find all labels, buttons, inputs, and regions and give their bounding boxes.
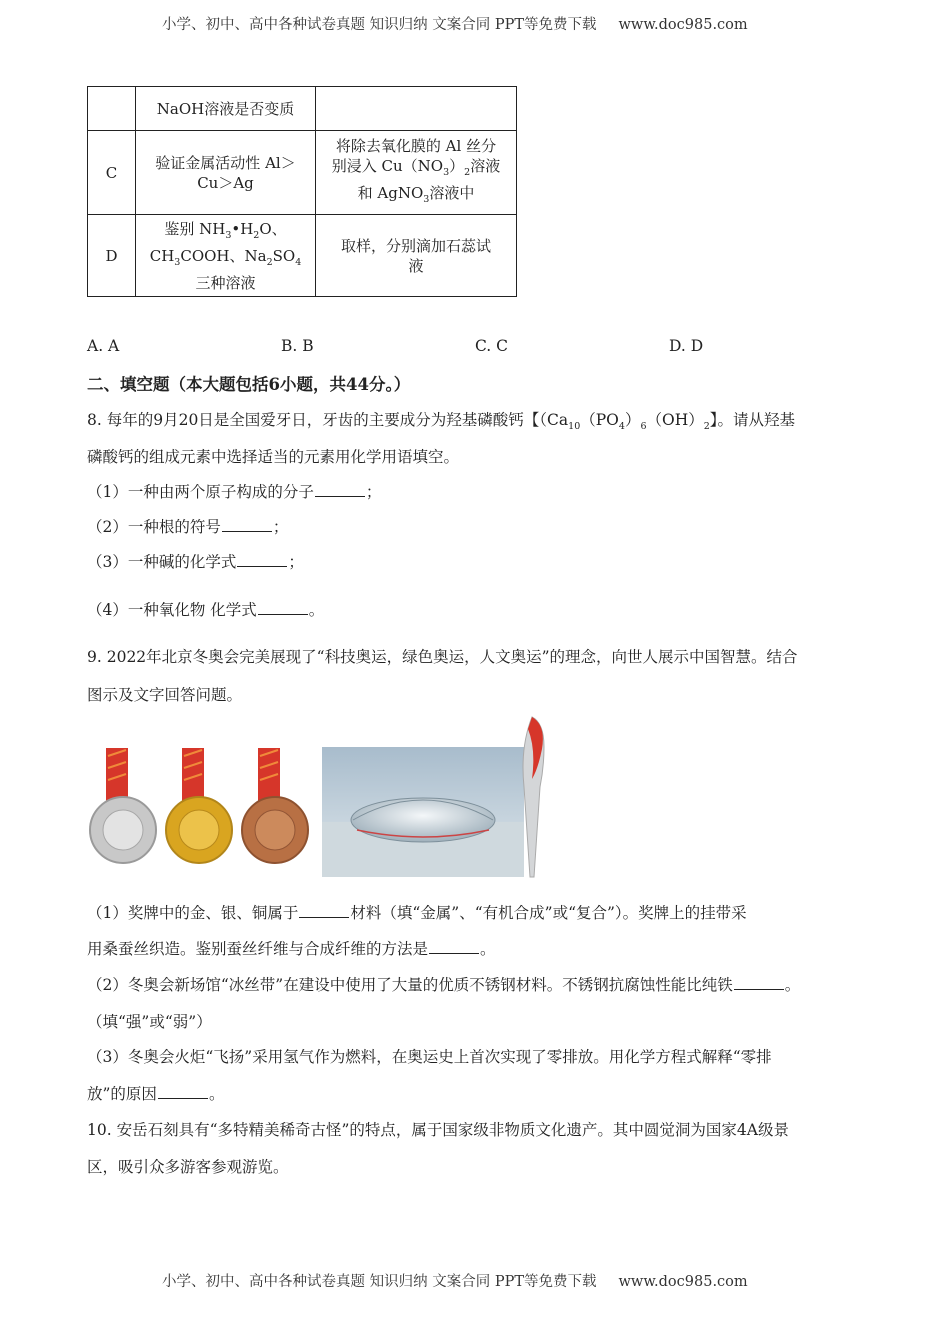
answer-blank[interactable]	[158, 1084, 208, 1099]
q9-line-2: 图示及文字回答问题。	[87, 686, 243, 704]
olympics-images	[87, 712, 557, 880]
header-url: www.doc985.com	[618, 17, 748, 33]
q9-line-1: 9. 2022年北京冬奥会完美展现了“科技奥运，绿色奥运，人文奥运”的理念，向世人展示中国智慧。结合	[87, 648, 798, 666]
gold-medal-icon	[166, 748, 232, 863]
q8-sub-4: （4）一种氧化物 化学式 。	[87, 601, 325, 619]
table-cell	[316, 131, 517, 215]
answer-blank[interactable]	[429, 939, 479, 954]
torch-icon	[523, 717, 544, 877]
answer-blank[interactable]	[315, 482, 365, 497]
q9-sub-3: （3）冬奥会火炬“飞扬”采用氢气作为燃料，在奥运史上首次实现了零排放。用化学方程式解释“零排	[87, 1048, 772, 1066]
q8-sub-3: （3）一种碱的化学式 ；	[87, 553, 304, 571]
silver-medal-icon	[90, 748, 156, 863]
q9-sub-3-cont: 放”的原因 。	[87, 1085, 225, 1103]
q10-line-2: 区，吸引众多游客参观游览。	[87, 1158, 289, 1176]
cell-line: 液	[408, 256, 424, 275]
cell-line: 三种溶液	[195, 273, 256, 292]
table-cell: C	[88, 131, 136, 215]
section-title: 二、填空题（本大题包括6小题，共44分。）	[87, 375, 411, 394]
cell-line: 取样，分别滴加石蕊试	[340, 236, 491, 255]
cell-line: 将除去氧化膜的 Al 丝分	[335, 136, 497, 155]
cell-line: 和 AgNO$_3$溶液中	[357, 183, 475, 205]
answer-blank[interactable]	[237, 552, 287, 567]
answer-blank[interactable]	[222, 517, 272, 532]
cell-line: Cu＞Ag	[197, 173, 254, 192]
table-cell	[316, 87, 517, 131]
q10-line-1: 10. 安岳石刻具有“多特精美稀奇古怪”的特点，属于国家级非物质文化遗产。其中圆觉洞为国家4A级景	[87, 1121, 789, 1139]
option-a: A. A	[87, 337, 120, 355]
footer-url: www.doc985.com	[618, 1274, 748, 1290]
q9-sub-2: （2）冬奥会新场馆“冰丝带”在建设中使用了大量的优质不锈钢材料。不锈钢抗腐蚀性能比纯铁 。	[87, 976, 801, 994]
cell-line: 别浸入 $Cu(NO_3)_2$溶液	[331, 156, 501, 178]
cell-line: 鉴别 $NH_3•H_2O$、	[164, 219, 287, 241]
table-row	[88, 131, 517, 215]
table-cell	[136, 215, 316, 297]
q8-line-1: 8. 每年的9月20日是全国爱牙日，牙齿的主要成分为羟基磷酸钙【（$Ca_{10}(PO_4)_6(OH)_2$】。请从羟基	[87, 411, 796, 433]
q9-sub-1: （1）奖牌中的金、银、铜属于 材料（填“金属”、“有机合成”或“复合”）。奖牌上的挂带采	[87, 904, 747, 922]
option-d: D. D	[669, 337, 704, 355]
table-cell	[316, 215, 517, 297]
q8-sub-1: （1）一种由两个原子构成的分子 ；	[87, 483, 382, 501]
experiment-table	[87, 86, 517, 297]
table-row	[88, 87, 517, 131]
page-footer	[162, 1270, 748, 1291]
bronze-medal-icon	[242, 748, 308, 863]
option-b: B. B	[281, 337, 314, 355]
answer-blank[interactable]	[299, 903, 349, 918]
table-cell	[88, 87, 136, 131]
header-text: 小学、初中、高中各种试卷真题 知识归纳 文案合同 PPT等免费下载	[162, 17, 597, 33]
answer-blank[interactable]	[734, 975, 784, 990]
table-cell	[136, 131, 316, 215]
table-cell: NaOH溶液是否变质	[136, 87, 316, 131]
cell-line: $CH_3COOH$、$Na_2SO_4$	[149, 246, 302, 268]
table-row	[88, 215, 517, 297]
option-c: C. C	[475, 337, 509, 355]
page-header	[162, 13, 748, 34]
footer-text: 小学、初中、高中各种试卷真题 知识归纳 文案合同 PPT等免费下载	[162, 1274, 597, 1290]
answer-blank[interactable]	[258, 600, 308, 615]
table-cell: D	[88, 215, 136, 297]
cell-line: 验证金属活动性 Al＞	[155, 153, 296, 172]
q8-line-2: 磷酸钙的组成元素中选择适当的元素用化学用语填空。	[87, 448, 460, 466]
q9-sub-2-cont: （填“强”或“弱”）	[87, 1013, 212, 1031]
q8-sub-2: （2）一种根的符号 ；	[87, 518, 289, 536]
ice-ribbon-stadium-image	[322, 747, 524, 877]
q9-sub-1-cont: 用桑蚕丝织造。鉴别蚕丝纤维与合成纤维的方法是 。	[87, 940, 496, 958]
